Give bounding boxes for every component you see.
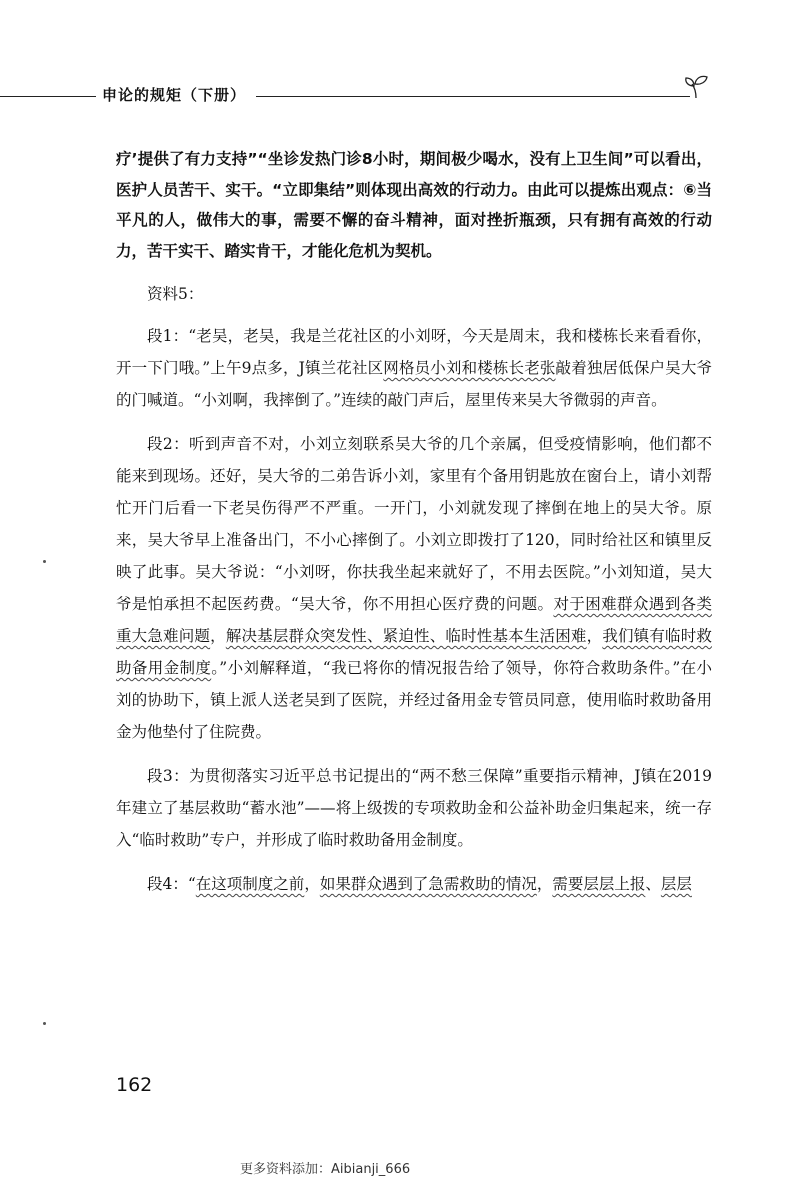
scan-speck — [43, 560, 46, 563]
underlined-phrase: 我们镇有临时救助备用金制度 — [116, 627, 712, 677]
material-paragraph-4 — [116, 868, 712, 900]
header-title: 申论的规矩（下册） — [102, 86, 247, 104]
text-run: ， — [586, 627, 603, 645]
underlined-phrase: 解决基层群众突发性、紧迫性、临时性基本生活困难 — [225, 627, 587, 645]
material-paragraph-3: 段3：为贯彻落实习近平总书记提出的“两不愁三保障”重要指示精神，J镇在2019年建立了基层救助“蓄水池”——将上级拨的专项救助金和公益补助金归集起来，统一存入“临时救助”专户，并形成了临时救助备用金制度。 — [116, 767, 712, 849]
text-run: ， — [536, 875, 553, 893]
material-paragraph-2 — [116, 428, 712, 748]
underlined-phrase: 层层 — [660, 875, 692, 893]
page-body — [116, 144, 712, 900]
text-run: 敲着独居低保户吴大爷的门喊道。“小刘啊，我摔倒了。”连续的敲门声后，屋里传来吴大爷微弱的声音。 — [116, 359, 712, 409]
text-run: 。”小刘解释道，“我已将你的情况报告给了领导，你符合救助条件。”在小刘的协助下，镇上派人送老吴到了医院，并经过备用金专管员同意，使用临时救助备用金为他垫付了住院费。 — [116, 659, 712, 741]
underlined-phrase: 在这项制度之前 — [195, 875, 305, 893]
scan-speck — [43, 1022, 46, 1025]
text-run: ， — [304, 875, 320, 893]
sprout-icon — [682, 70, 712, 100]
material-paragraph-1 — [116, 320, 712, 416]
text-run: 段2：听到声音不对，小刘立刻联系吴大爷的几个亲属，但受疫情影响，他们都不能来到现场。还好，吴大爷的二弟告诉小刘，家里有个备用钥匙放在窗台上，请小刘帮忙开门后看一下老吴伤得严不严重。一开门，小刘就发现了摔倒在地上的吴大爷。原来，吴大爷早上准备出门，不小心摔倒了。小刘立即拨打了120，同时给社区和镇里反映了此事。吴大爷说：“小刘呀，你扶我坐起来就好了，不用去医院。”小刘知道，吴大爷是怕承担不起医药费。“吴大爷，你不用担心医疗费的问题。 — [116, 435, 712, 613]
underlined-phrase: 需要层层上报 — [552, 875, 646, 893]
text-run: 段1：“老吴，老吴，我是兰花社区的小刘呀，今天是周末，我和楼栋长来看看你，开一下门哦。”上午9点多，J镇兰花社区 — [116, 327, 712, 377]
material-label: 资料5： — [147, 285, 204, 303]
text-run: 、 — [645, 875, 661, 893]
underlined-phrase: 如果群众遇到了急需救助的情况 — [319, 875, 537, 893]
underlined-phrase: 对于困难群众遇到各类重大急难问题 — [116, 595, 712, 645]
text-run: 段4：“ — [147, 875, 196, 893]
header-rule-left — [0, 96, 96, 97]
header-rule-right — [256, 96, 690, 97]
running-header — [0, 76, 800, 116]
underlined-phrase: 网格员小刘和楼栋长老张 — [383, 359, 556, 377]
footer-watermark-text: 更多资料添加：Aibianji_666 — [240, 1162, 411, 1177]
text-run: ， — [210, 627, 226, 645]
analysis-paragraph: 疗’提供了有力支持”“坐诊发热门诊8小时，期间极少喝水，没有上卫生间”可以看出，医护人员苦干、实干。“立即集结”则体现出高效的行动力。由此可以提炼出观点：⑥当平凡的人，做伟大的事，需要不懈的奋斗精神，面对挫折瓶颈，只有拥有高效的行动力，苦干实干、踏实肯干，才能化危机为契机。 — [116, 150, 712, 260]
page-number: 162 — [116, 1074, 153, 1096]
